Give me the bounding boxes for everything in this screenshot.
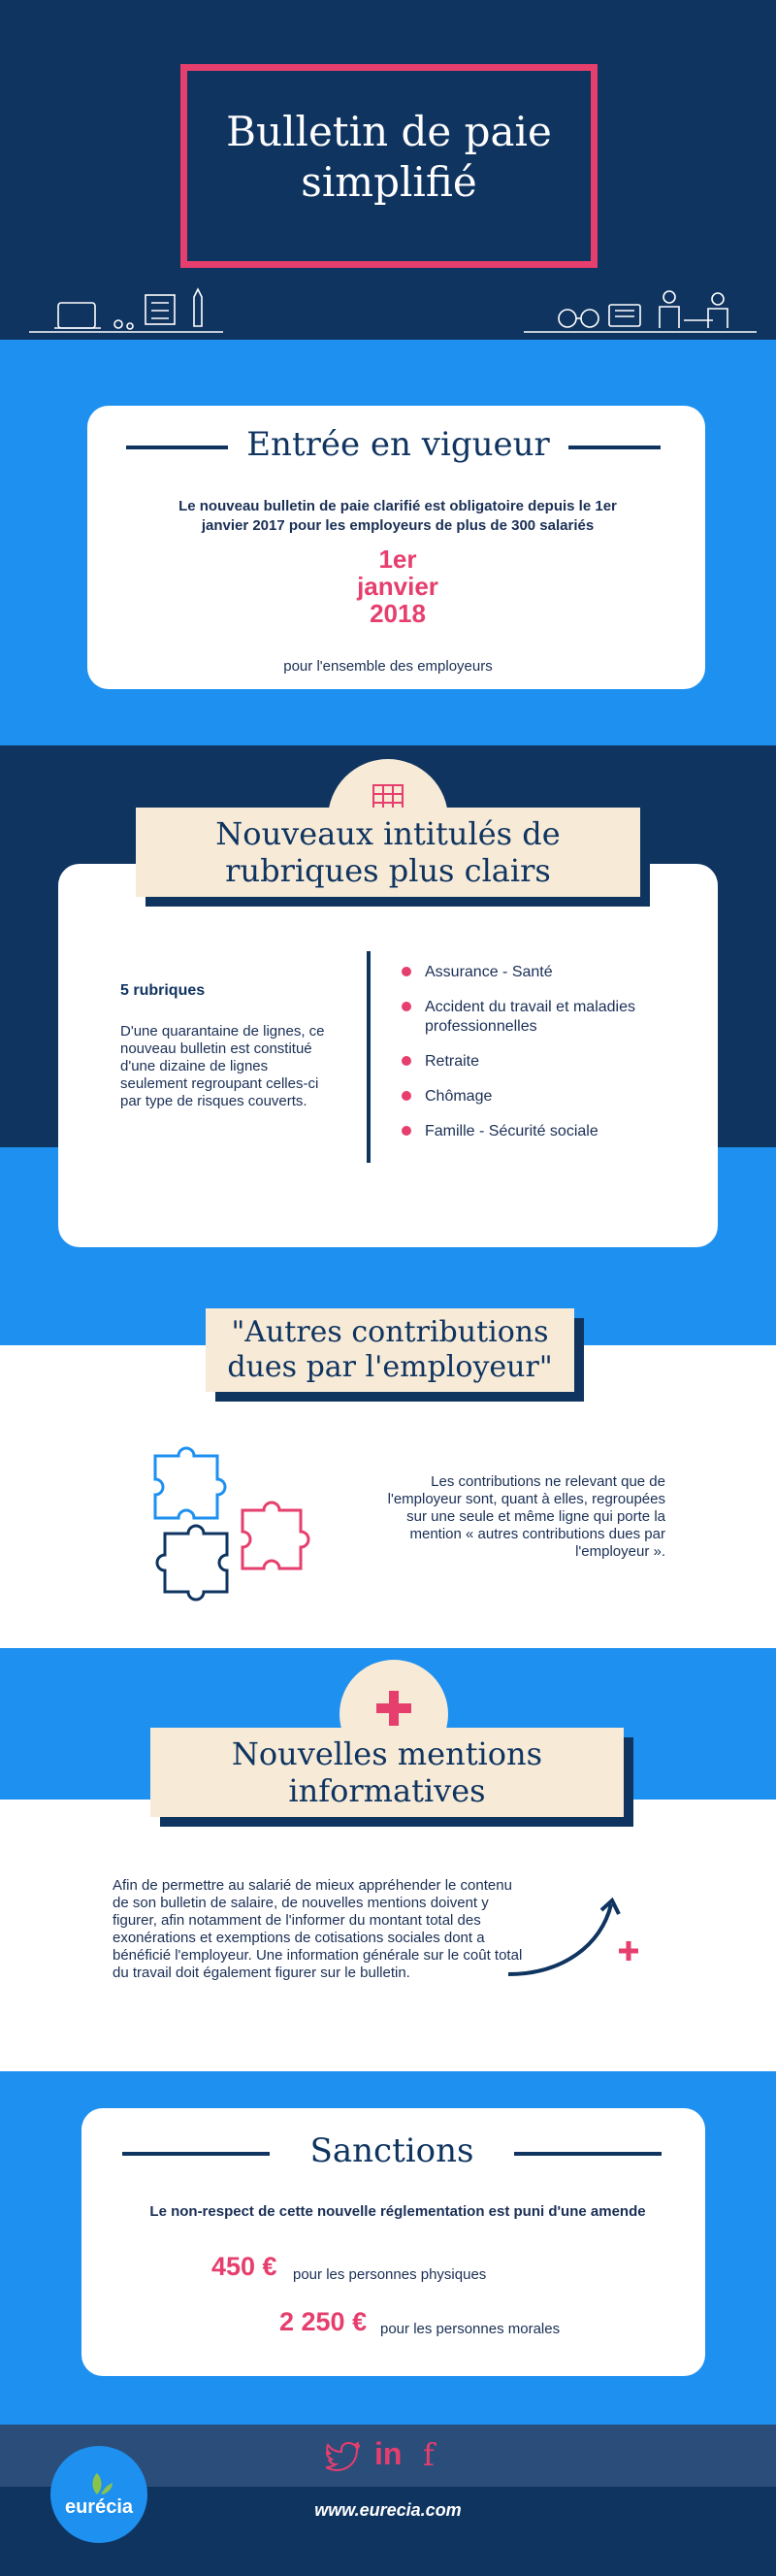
eurecia-logo: eurécia — [50, 2446, 147, 2543]
entree-heading: Entrée en vigueur — [246, 425, 550, 464]
rubriques-divider — [367, 951, 371, 1163]
twitter-icon[interactable] — [326, 2442, 361, 2471]
entree-intro: Le nouveau bulletin de paie clarifié est obligatoire depuis le 1er janvier 2017 pour les employeurs de plus de 300 salariés — [178, 498, 617, 534]
entree-date: 1er janvier 2018 — [357, 545, 438, 628]
linkedin-icon[interactable]: in — [374, 2436, 403, 2471]
list-item: Retraite — [402, 1052, 673, 1072]
page-title: Bulletin de paie simplifié — [226, 108, 552, 206]
office-illustration — [0, 281, 776, 340]
heading-rule-right — [568, 446, 661, 449]
fine-amount-moral: 2 250 € — [279, 2307, 368, 2336]
footer-url[interactable]: www.eurecia.com — [314, 2500, 462, 2520]
fine-amount-physical: 450 € — [211, 2252, 277, 2281]
heading-rule-left — [122, 2152, 270, 2156]
puzzle-icon — [146, 1446, 310, 1602]
leaf-icon — [83, 2471, 114, 2496]
rubriques-list — [402, 963, 673, 1157]
entree-outro: pour l'ensemble des employeurs — [283, 658, 493, 675]
mentions-heading: Nouvelles mentions informatives — [150, 1728, 624, 1817]
heading-rule-left — [126, 446, 228, 449]
sanctions-heading: Sanctions — [309, 2131, 474, 2170]
list-item: Accident du travail et maladies professionnelles — [402, 998, 673, 1037]
sanctions-intro: Le non-respect de cette nouvelle réglementation est puni d'une amende — [149, 2203, 646, 2220]
contributions-body: Les contributions ne relevant que de l'employeur sont, quant à elles, regroupées sur une seule et même ligne qui porte la mention « autres contributions dues par l'employeur ». — [387, 1473, 665, 1560]
plus-icon — [374, 1689, 413, 1728]
mentions-body: Afin de permettre au salarié de mieux appréhender le contenu de son bulletin de salaire, de nouvelles mentions doivent y figurer, afin notamment de l'informer du montant total des exonérations et exemptions de cotisations sociales dont a bénéficié l'employeur. Une information générale sur le coût total du travail doit également figurer sur le bulletin. — [113, 1877, 523, 1981]
list-item: Chômage — [402, 1087, 673, 1106]
rubriques-heading: Nouveaux intitulés de rubriques plus clairs — [136, 808, 640, 897]
fine-label-moral: pour les personnes morales — [380, 2321, 561, 2337]
list-item: Assurance - Santé — [402, 963, 673, 982]
rubriques-body: D'une quarantaine de lignes, ce nouveau bulletin est constitué d'une dizaine de lignes seulement regroupant celles-ci par type de risques couverts. — [120, 1023, 325, 1109]
contributions-heading: "Autres contributions dues par l'employeur" — [206, 1308, 574, 1392]
facebook-icon[interactable]: f — [423, 2436, 435, 2473]
growth-arrow-icon — [504, 1897, 640, 1984]
fine-label-physical: pour les personnes physiques — [293, 2266, 487, 2283]
list-item: Famille - Sécurité sociale — [402, 1122, 673, 1141]
heading-rule-right — [514, 2152, 662, 2156]
rubriques-sub: 5 rubriques — [120, 982, 206, 999]
